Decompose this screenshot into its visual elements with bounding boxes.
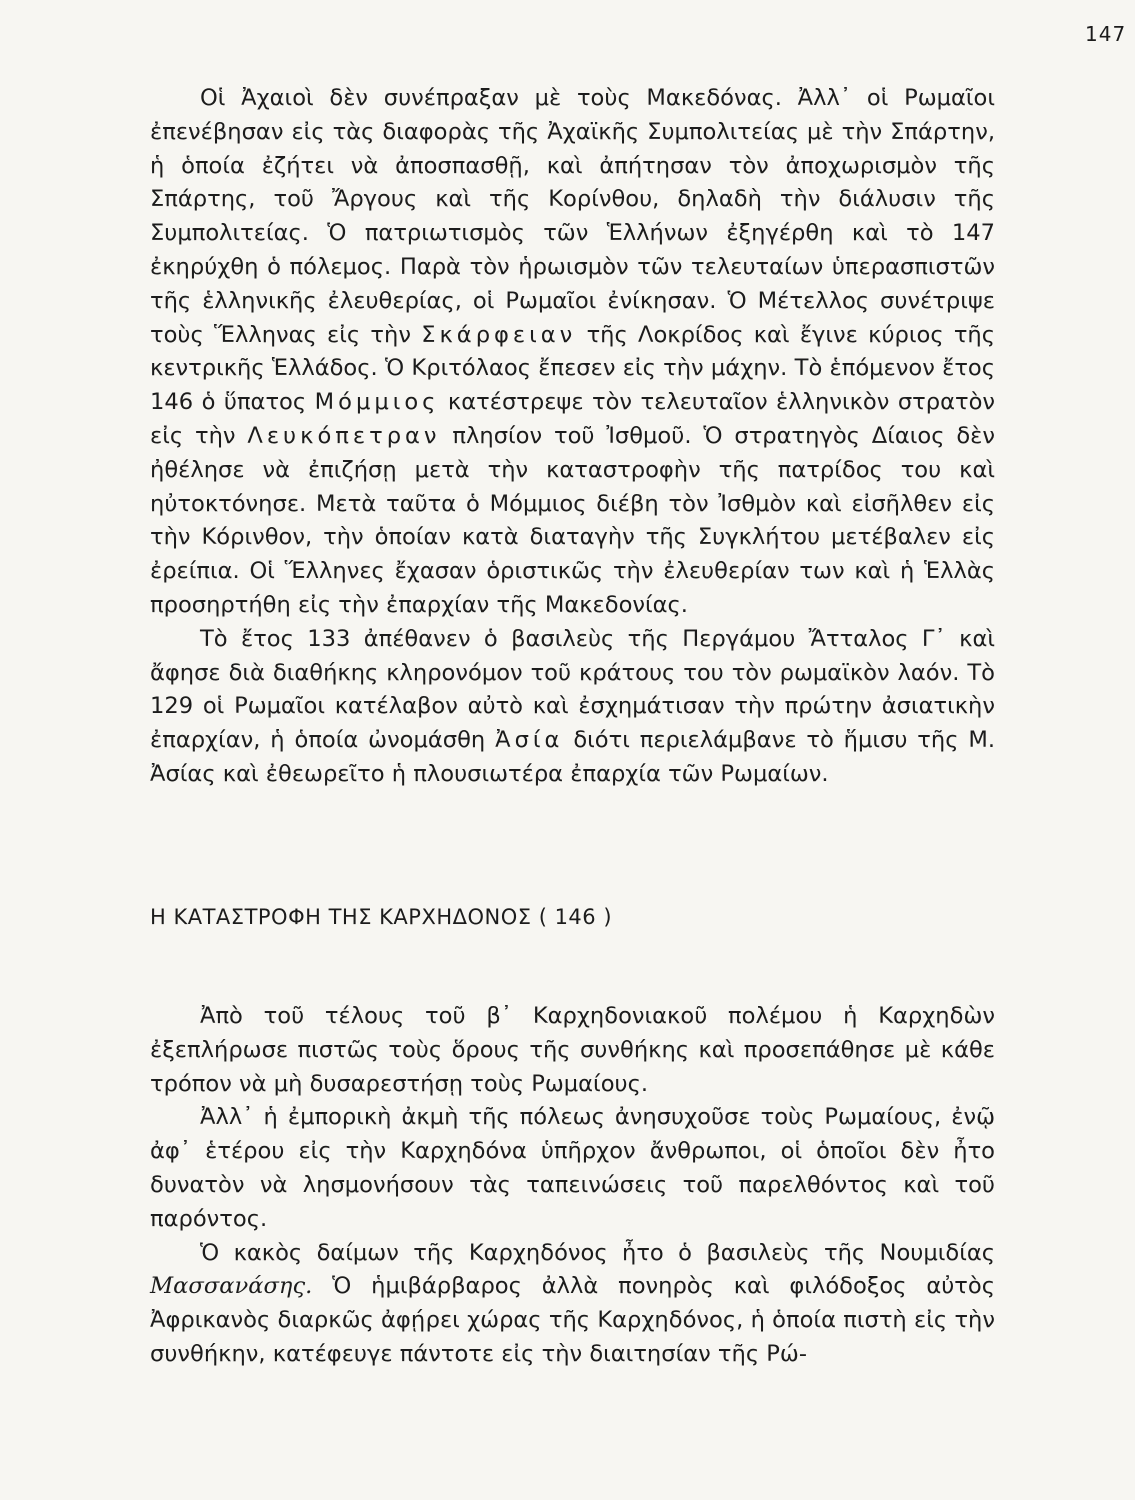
section-text-2 (150, 1000, 995, 1372)
italic-name: Μασσανάσης. (150, 1273, 313, 1300)
text-run: Τὸ ἔτος 133 ἀπέθανεν ὁ βασιλεὺς τῆς Περγάμου Ἄτταλος Γ᾽ καὶ ἄφησε διὰ διαθήκης κληρονόμον τοῦ κράτους του τὸν ρωμαϊκὸν λαόν. Τὸ 129 οἱ Ρωμαῖοι κατέλαβον αὐτὸ καὶ ἐσχημάτισαν τὴν πρώτην ἀσιατικὴν ἐπαρχίαν, ἡ ὁποία ὠνομάσθη (150, 625, 995, 754)
paragraph (150, 623, 995, 792)
paragraph (150, 1237, 995, 1372)
section-text-1 (150, 82, 995, 792)
text-run: διότι περιελάμβανε τὸ ἥμισυ τῆς Μ. Ἀσίας καὶ ἐθεωρεῖτο ἡ πλουσιωτέρα ἐπαρχία τῶν Ρωμαίων. (150, 727, 996, 787)
spaced-name: Ἀσία (495, 727, 564, 754)
text-run: πλησίον τοῦ Ἰσθμοῦ. Ὁ στρατηγὸς Δίαιος δὲν ἠθέλησε νὰ ἐπιζήσῃ μετὰ τὴν καταστροφὴν τῆς πατρίδος του καὶ ηὐτοκτόνησε. Μετὰ ταῦτα ὁ Μόμμιος διέβη τὸν Ἰσθμὸν καὶ εἰσῆλθεν εἰς τὴν Κόρινθον, τὴν ὁποίαν κατὰ διαταγὴν τῆς Συγκλήτου μετέβαλεν εἰς ἐρείπια. Οἱ Ἕλληνες ἔχασαν ὁριστικῶς τὴν ἐλευθερίαν των καὶ ἡ Ἑλλὰς προσηρτήθη εἰς τὴν ἐπαρχίαν τῆς Μακεδονίας. (150, 422, 995, 618)
spaced-name: Λευκόπετραν (247, 422, 441, 449)
text-run: Ὁ ἡμιβάρβαρος ἀλλὰ πονηρὸς καὶ φιλόδοξος αὐτὸς Ἀφρικανὸς διαρκῶς ἀφῄρει χώρας τῆς Καρχηδόνος, ἡ ὁποία πιστὴ εἰς τὴν συνθήκην, κατέφευγε πάντοτε εἰς τὴν διαιτησίαν τῆς Ρώ- (150, 1273, 995, 1367)
paragraph (150, 82, 995, 623)
page-number: 147 (1085, 22, 1127, 46)
paragraph: Ἀλλ᾽ ἡ ἐμπορικὴ ἀκμὴ τῆς πόλεως ἀνησυχοῦσε τοὺς Ρωμαίους, ἐνῷ ἀφ᾽ ἑτέρου εἰς τὴν Καρχηδόνα ὑπῆρχον ἄνθρωποι, οἱ ὁποῖοι δὲν ἦτο δυνατὸν νὰ λησμονήσουν τὰς ταπεινώσεις τοῦ παρελθόντος καὶ τοῦ παρόντος. (150, 1104, 995, 1232)
paragraph: Ἀπὸ τοῦ τέλους τοῦ β᾽ Καρχηδονιακοῦ πολέμου ἡ Καρχηδὼν ἐξεπλήρωσε πιστῶς τοὺς ὅρους τῆς συνθήκης καὶ προσεπάθησε μὲ κάθε τρόπον νὰ μὴ δυσαρεστήσῃ τοὺς Ρωμαίους. (150, 1003, 995, 1097)
text-run: κατέστρεψε τὸν τελευταῖον ἑλληνικὸν στρατὸν εἰς τὴν (150, 389, 996, 449)
text-run: τῆς Λοκρίδος καὶ ἔγινε κύριος τῆς κεντρικῆς Ἑλλάδος. Ὁ Κριτόλαος ἔπεσεν εἰς τὴν μάχην. Τὸ ἑπόμενον ἔτος 146 ὁ ὕπατος (150, 321, 996, 416)
spaced-name: Σκάρφειαν (421, 321, 577, 348)
section-heading: Η ΚΑΤΑΣΤΡΟΦΗ ΤΗΣ ΚΑΡΧΗΔΟΝΟΣ ( 146 ) (150, 905, 613, 929)
text-run: Οἱ Ἀχαιοὶ δὲν συνέπραξαν μὲ τοὺς Μακεδόνας. Ἀλλ᾽ οἱ Ρωμαῖοι ἐπενέβησαν εἰς τὰς διαφορὰς τῆς Ἀχαϊκῆς Συμπολιτείας μὲ τὴν Σπάρτην, ἡ ὁποία ἐζήτει νὰ ἀποσπασθῇ, καὶ ἀπήτησαν τὸν ἀποχωρισμὸν τῆς Σπάρτης, τοῦ Ἄργους καὶ τῆς Κορίνθου, δηλαδὴ τὴν διάλυσιν τῆς Συμπολιτείας. Ὁ πατριωτισμὸς τῶν Ἑλλήνων ἐξηγέρθη καὶ τὸ 147 ἐκηρύχθη ὁ πόλεμος. Παρὰ τὸν ἡρωισμὸν τῶν τελευταίων ὑπερασπιστῶν τῆς ἑλληνικῆς ἐλευθερίας, οἱ Ρωμαῖοι ἐνίκησαν. Ὁ Μέτελλος συνέτριψε τοὺς Ἕλληνας εἰς τὴν (150, 85, 995, 348)
text-run: Ὁ κακὸς δαίμων τῆς Καρχηδόνος ἦτο ὁ βασιλεὺς τῆς Νουμιδίας (200, 1239, 995, 1266)
spaced-name: Μόμμιος (314, 389, 440, 416)
